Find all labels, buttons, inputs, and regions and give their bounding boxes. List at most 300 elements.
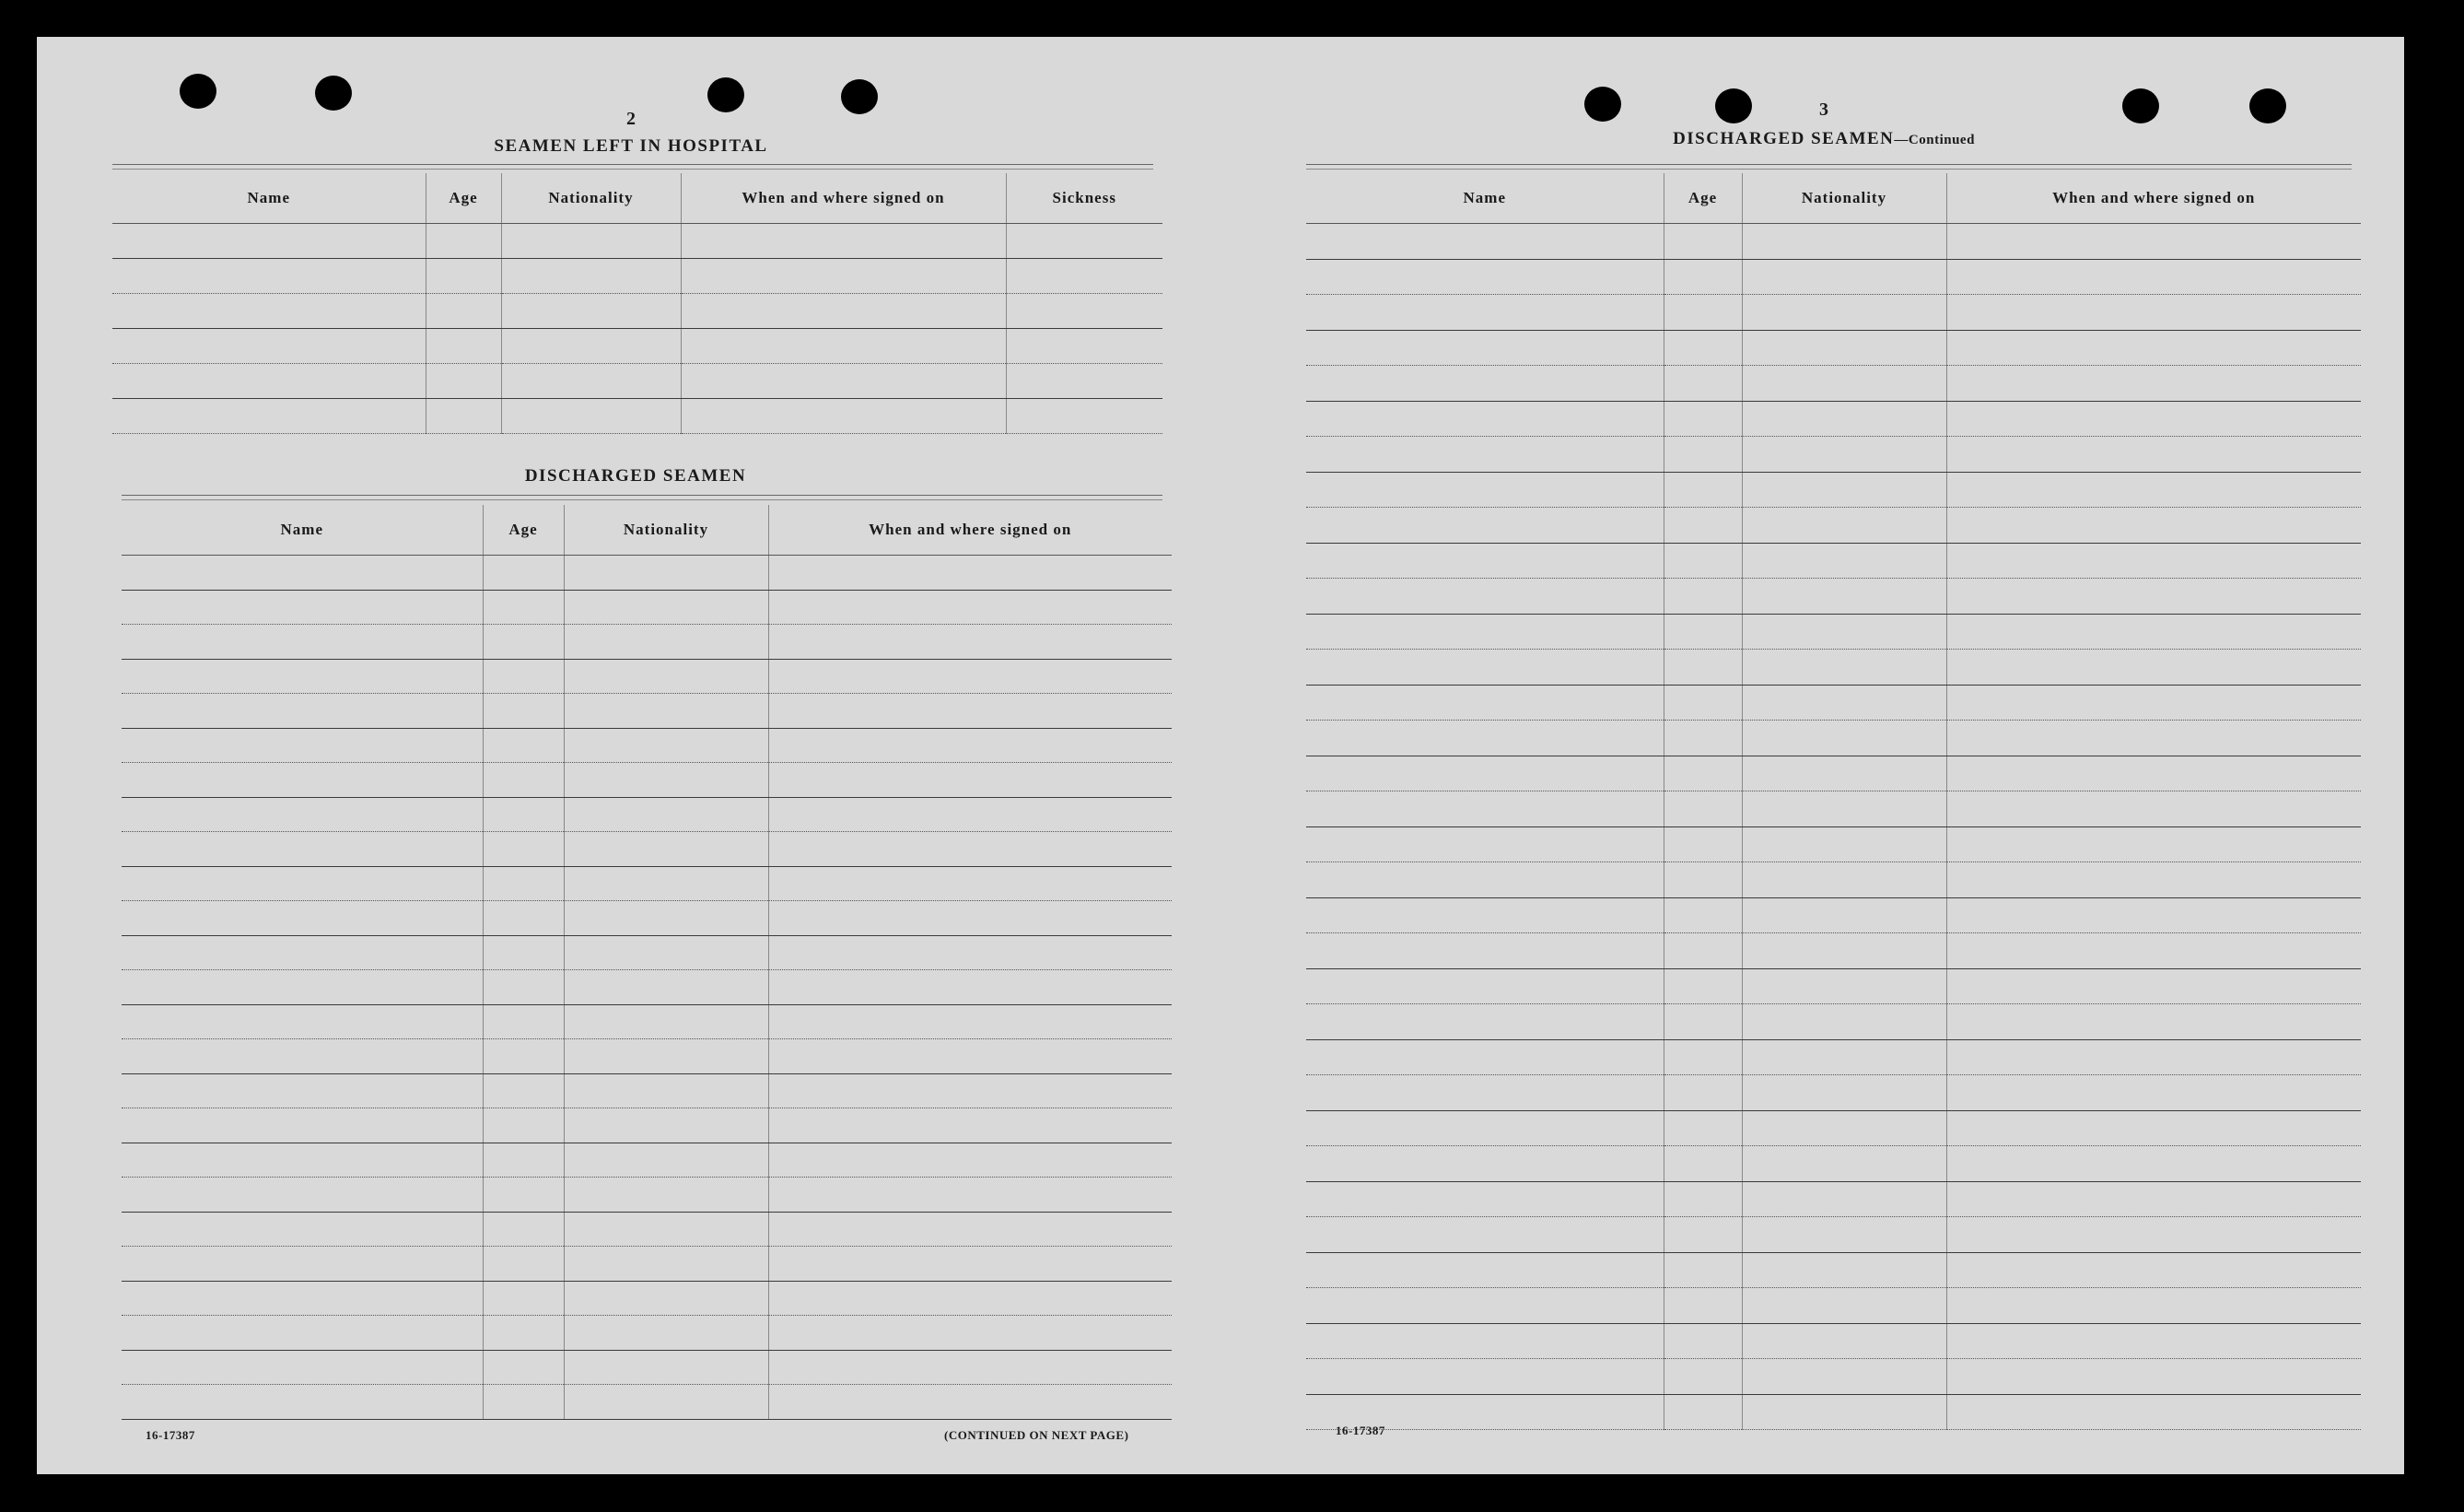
blank-form-cell (1664, 224, 1742, 260)
form-number: 16-17387 (1336, 1424, 1385, 1437)
blank-form-row (1306, 862, 2361, 898)
blank-form-cell (1742, 1252, 1946, 1288)
blank-form-cell (1664, 1252, 1742, 1288)
blank-form-cell (768, 797, 1172, 832)
blank-form-cell (1664, 897, 1742, 933)
discharged-continued-body (1306, 224, 2361, 1430)
blank-form-cell (1946, 295, 2361, 331)
blank-form-row (1306, 330, 2361, 366)
blank-form-cell (768, 556, 1172, 591)
blank-form-cell (122, 1073, 483, 1108)
blank-form-cell (768, 1143, 1172, 1178)
blank-form-row (112, 399, 1162, 434)
blank-form-cell (1742, 579, 1946, 615)
blank-form-cell (1306, 933, 1664, 969)
blank-form-cell (122, 970, 483, 1005)
blank-form-cell (1946, 579, 2361, 615)
blank-form-cell (768, 1247, 1172, 1282)
blank-form-row (1306, 650, 2361, 686)
column-header-age: Age (483, 505, 564, 556)
blank-form-cell (501, 399, 681, 434)
blank-form-cell (564, 1281, 768, 1316)
blank-form-row (1306, 791, 2361, 827)
blank-form-cell (122, 935, 483, 970)
blank-form-cell (564, 556, 768, 591)
blank-form-cell (122, 1247, 483, 1282)
blank-form-cell (122, 1316, 483, 1351)
blank-form-cell (1306, 1110, 1664, 1146)
blank-form-cell (768, 1316, 1172, 1351)
punch-hole (1715, 88, 1752, 123)
blank-form-row (1306, 1075, 2361, 1111)
blank-form-cell (426, 364, 501, 399)
blank-form-cell (768, 694, 1172, 729)
blank-form-cell (122, 694, 483, 729)
blank-form-row (1306, 897, 2361, 933)
discharged-table-left (122, 505, 1172, 1420)
blank-form-cell (1946, 1075, 2361, 1111)
blank-form-cell (483, 1073, 564, 1108)
blank-form-cell (1306, 791, 1664, 827)
blank-form-cell (681, 259, 1006, 294)
blank-form-row (122, 1350, 1172, 1385)
blank-form-cell (1742, 933, 1946, 969)
blank-form-cell (1946, 224, 2361, 260)
blank-form-cell (1664, 1146, 1742, 1182)
column-header-name: Name (112, 173, 426, 224)
blank-form-cell (1664, 472, 1742, 508)
blank-form-cell (1742, 685, 1946, 721)
blank-form-cell (768, 763, 1172, 798)
blank-form-cell (1946, 1288, 2361, 1324)
blank-form-cell (1742, 614, 1946, 650)
punch-hole (1584, 87, 1621, 122)
punch-hole (707, 77, 744, 112)
blank-form-cell (564, 901, 768, 936)
blank-form-row (112, 259, 1162, 294)
blank-form-cell (1946, 1359, 2361, 1395)
blank-form-cell (564, 866, 768, 901)
column-header-sickness: Sickness (1006, 173, 1162, 224)
blank-form-row (1306, 826, 2361, 862)
blank-form-cell (1946, 1181, 2361, 1217)
blank-form-cell (1306, 1323, 1664, 1359)
blank-form-cell (1946, 1004, 2361, 1040)
blank-form-row (122, 763, 1172, 798)
blank-form-cell (122, 1212, 483, 1247)
blank-form-cell (681, 294, 1006, 329)
blank-form-cell (1664, 1110, 1742, 1146)
blank-form-cell (483, 694, 564, 729)
blank-form-cell (1664, 1359, 1742, 1395)
blank-form-row (122, 590, 1172, 625)
blank-form-cell (1742, 224, 1946, 260)
title-suffix: —Continued (1894, 133, 1975, 147)
blank-form-cell (483, 1385, 564, 1420)
blank-form-cell (1946, 721, 2361, 756)
blank-form-cell (1664, 366, 1742, 402)
blank-form-row (1306, 1288, 2361, 1324)
blank-form-cell (1742, 543, 1946, 579)
page-number: 3 (1819, 100, 1828, 120)
blank-form-cell (1946, 1110, 2361, 1146)
blank-form-cell (122, 832, 483, 867)
blank-form-row (1306, 366, 2361, 402)
section-rule (122, 495, 1162, 496)
blank-form-cell (564, 1108, 768, 1143)
blank-form-cell (768, 1039, 1172, 1074)
blank-form-cell (1664, 259, 1742, 295)
form-number: 16-17387 (146, 1428, 195, 1442)
hospital-table (112, 173, 1162, 434)
blank-form-cell (1946, 826, 2361, 862)
blank-form-cell (122, 1281, 483, 1316)
blank-form-cell (1946, 1323, 2361, 1359)
blank-form-cell (768, 1350, 1172, 1385)
blank-form-cell (1306, 437, 1664, 473)
blank-form-row (1306, 1323, 2361, 1359)
blank-form-cell (1664, 721, 1742, 756)
blank-form-cell (1306, 366, 1664, 402)
blank-form-cell (768, 1108, 1172, 1143)
blank-form-cell (1946, 968, 2361, 1004)
blank-form-cell (1664, 401, 1742, 437)
blank-form-cell (1306, 1359, 1664, 1395)
blank-form-cell (564, 1039, 768, 1074)
blank-form-cell (122, 1143, 483, 1178)
blank-form-cell (1664, 756, 1742, 791)
blank-form-cell (1664, 685, 1742, 721)
blank-form-cell (564, 728, 768, 763)
blank-form-row (122, 659, 1172, 694)
blank-form-cell (112, 259, 426, 294)
blank-form-cell (1664, 1004, 1742, 1040)
blank-form-cell (1742, 472, 1946, 508)
blank-form-row (112, 329, 1162, 364)
blank-form-cell (1306, 685, 1664, 721)
blank-form-cell (564, 1178, 768, 1213)
blank-form-cell (483, 797, 564, 832)
blank-form-cell (768, 970, 1172, 1005)
blank-form-cell (564, 935, 768, 970)
blank-form-row (1306, 1110, 2361, 1146)
blank-form-row (122, 1247, 1172, 1282)
blank-form-cell (768, 935, 1172, 970)
blank-form-cell (1946, 330, 2361, 366)
blank-form-cell (122, 901, 483, 936)
punch-hole (180, 74, 216, 109)
blank-form-cell (1306, 650, 1664, 686)
blank-form-cell (1306, 721, 1664, 756)
blank-form-cell (1946, 543, 2361, 579)
blank-form-cell (1664, 1394, 1742, 1430)
blank-form-cell (1306, 1181, 1664, 1217)
blank-form-cell (564, 1073, 768, 1108)
blank-form-cell (1742, 1181, 1946, 1217)
blank-form-cell (426, 224, 501, 259)
blank-form-cell (122, 556, 483, 591)
hospital-section-title: SEAMEN LEFT IN HOSPITAL (494, 136, 768, 156)
section-rule (122, 499, 1162, 500)
section-rule (1306, 169, 2352, 170)
blank-form-cell (122, 625, 483, 660)
blank-form-cell (768, 1178, 1172, 1213)
blank-form-row (122, 625, 1172, 660)
blank-form-cell (483, 1004, 564, 1039)
blank-form-cell (501, 294, 681, 329)
blank-form-cell (1742, 791, 1946, 827)
blank-form-row (1306, 1004, 2361, 1040)
blank-form-cell (483, 556, 564, 591)
blank-form-cell (1306, 1039, 1664, 1075)
column-header-signed-on: When and where signed on (1946, 173, 2361, 224)
blank-form-cell (483, 763, 564, 798)
blank-form-row (1306, 721, 2361, 756)
blank-form-row (122, 935, 1172, 970)
blank-form-cell (1742, 826, 1946, 862)
blank-form-cell (1742, 1288, 1946, 1324)
document-sheet (37, 37, 2404, 1474)
blank-form-row (122, 1039, 1172, 1074)
column-header-age: Age (426, 173, 501, 224)
blank-form-row (1306, 543, 2361, 579)
blank-form-cell (1664, 614, 1742, 650)
blank-form-cell (1006, 294, 1162, 329)
blank-form-cell (1006, 259, 1162, 294)
section-rule (112, 169, 1153, 170)
blank-form-cell (1742, 508, 1946, 544)
punch-hole (2122, 88, 2159, 123)
blank-form-row (1306, 1394, 2361, 1430)
blank-form-cell (1742, 437, 1946, 473)
discharged-table-right (1306, 173, 2361, 1430)
blank-form-cell (1742, 1323, 1946, 1359)
blank-form-cell (1946, 791, 2361, 827)
blank-form-cell (122, 1039, 483, 1074)
blank-form-cell (1742, 330, 1946, 366)
blank-form-cell (1742, 1217, 1946, 1253)
blank-form-cell (768, 625, 1172, 660)
blank-form-cell (426, 294, 501, 329)
blank-form-cell (501, 224, 681, 259)
blank-form-cell (1946, 508, 2361, 544)
blank-form-row (122, 1385, 1172, 1420)
column-header-signed-on: When and where signed on (768, 505, 1172, 556)
blank-form-row (1306, 579, 2361, 615)
blank-form-row (122, 970, 1172, 1005)
blank-form-cell (1742, 1359, 1946, 1395)
column-header-name: Name (1306, 173, 1664, 224)
blank-form-cell (122, 1004, 483, 1039)
blank-form-cell (1664, 1288, 1742, 1324)
blank-form-cell (112, 329, 426, 364)
blank-form-row (1306, 401, 2361, 437)
blank-form-cell (112, 294, 426, 329)
blank-form-cell (1306, 968, 1664, 1004)
blank-form-cell (1306, 224, 1664, 260)
blank-form-cell (1306, 508, 1664, 544)
blank-form-cell (564, 625, 768, 660)
blank-form-cell (1946, 756, 2361, 791)
blank-form-cell (1664, 791, 1742, 827)
blank-form-cell (122, 763, 483, 798)
blank-form-cell (564, 832, 768, 867)
column-header-nationality: Nationality (564, 505, 768, 556)
blank-form-cell (768, 1385, 1172, 1420)
blank-form-cell (1946, 366, 2361, 402)
blank-form-cell (1946, 614, 2361, 650)
blank-form-cell (1306, 614, 1664, 650)
blank-form-cell (122, 728, 483, 763)
discharged-continued-title (1603, 129, 2045, 149)
hospital-table-body (112, 224, 1162, 434)
blank-form-cell (681, 224, 1006, 259)
blank-form-row (1306, 1181, 2361, 1217)
blank-form-row (122, 1073, 1172, 1108)
punch-hole (315, 76, 352, 111)
blank-form-cell (112, 224, 426, 259)
blank-form-row (122, 1004, 1172, 1039)
blank-form-cell (501, 259, 681, 294)
blank-form-cell (1664, 437, 1742, 473)
blank-form-cell (1306, 1252, 1664, 1288)
blank-form-cell (1742, 1075, 1946, 1111)
blank-form-cell (1742, 295, 1946, 331)
blank-form-cell (1664, 1075, 1742, 1111)
blank-form-row (1306, 933, 2361, 969)
blank-form-row (1306, 259, 2361, 295)
blank-form-row (122, 866, 1172, 901)
blank-form-cell (1946, 1252, 2361, 1288)
blank-form-cell (1946, 650, 2361, 686)
blank-form-cell (483, 1178, 564, 1213)
blank-form-cell (1006, 364, 1162, 399)
blank-form-cell (564, 1212, 768, 1247)
blank-form-row (1306, 614, 2361, 650)
blank-form-cell (483, 728, 564, 763)
blank-form-cell (1306, 897, 1664, 933)
column-header-age: Age (1664, 173, 1742, 224)
blank-form-cell (768, 1212, 1172, 1247)
blank-form-cell (483, 659, 564, 694)
blank-form-cell (426, 259, 501, 294)
hospital-table-header (112, 173, 1162, 224)
blank-form-cell (564, 1350, 768, 1385)
blank-form-row (1306, 437, 2361, 473)
blank-form-cell (1946, 437, 2361, 473)
column-header-name: Name (122, 505, 483, 556)
blank-form-cell (1742, 756, 1946, 791)
blank-form-cell (768, 901, 1172, 936)
blank-form-cell (483, 590, 564, 625)
blank-form-row (122, 1281, 1172, 1316)
blank-form-cell (1742, 366, 1946, 402)
blank-form-cell (483, 625, 564, 660)
blank-form-cell (501, 364, 681, 399)
column-header-nationality: Nationality (1742, 173, 1946, 224)
blank-form-cell (501, 329, 681, 364)
blank-form-row (122, 728, 1172, 763)
blank-form-cell (768, 1281, 1172, 1316)
blank-form-cell (483, 970, 564, 1005)
blank-form-cell (564, 1143, 768, 1178)
blank-form-row (122, 832, 1172, 867)
blank-form-cell (122, 1108, 483, 1143)
blank-form-cell (1664, 579, 1742, 615)
blank-form-cell (122, 866, 483, 901)
blank-form-row (1306, 224, 2361, 260)
blank-form-cell (1664, 1039, 1742, 1075)
blank-form-row (1306, 295, 2361, 331)
blank-form-cell (564, 1004, 768, 1039)
blank-form-cell (483, 1039, 564, 1074)
blank-form-cell (768, 590, 1172, 625)
blank-form-cell (1306, 401, 1664, 437)
blank-form-cell (1306, 1217, 1664, 1253)
blank-form-cell (1306, 862, 1664, 898)
column-header-nationality: Nationality (501, 173, 681, 224)
blank-form-cell (1664, 1181, 1742, 1217)
blank-form-row (122, 1108, 1172, 1143)
blank-form-cell (768, 728, 1172, 763)
blank-form-cell (1946, 933, 2361, 969)
blank-form-cell (1742, 897, 1946, 933)
blank-form-row (122, 1316, 1172, 1351)
blank-form-cell (1306, 1146, 1664, 1182)
section-rule (1306, 164, 2352, 165)
blank-form-row (122, 1212, 1172, 1247)
blank-form-cell (768, 1073, 1172, 1108)
blank-form-cell (1742, 259, 1946, 295)
blank-form-cell (426, 399, 501, 434)
blank-form-cell (564, 1385, 768, 1420)
blank-form-cell (1664, 826, 1742, 862)
blank-form-cell (112, 399, 426, 434)
blank-form-row (1306, 508, 2361, 544)
blank-form-cell (1306, 579, 1664, 615)
blank-form-row (1306, 472, 2361, 508)
blank-form-cell (483, 1212, 564, 1247)
blank-form-cell (112, 364, 426, 399)
discharged-section-title: DISCHARGED SEAMEN (524, 466, 747, 486)
blank-form-cell (122, 1385, 483, 1420)
page-number: 2 (626, 109, 636, 129)
blank-form-cell (1306, 756, 1664, 791)
blank-form-cell (1742, 968, 1946, 1004)
blank-form-cell (483, 1350, 564, 1385)
blank-form-cell (1306, 259, 1664, 295)
blank-form-cell (1946, 1146, 2361, 1182)
blank-form-cell (1306, 295, 1664, 331)
blank-form-cell (1742, 1110, 1946, 1146)
blank-form-row (112, 224, 1162, 259)
blank-form-cell (483, 1143, 564, 1178)
blank-form-row (112, 294, 1162, 329)
blank-form-row (1306, 685, 2361, 721)
blank-form-cell (1742, 1146, 1946, 1182)
blank-form-row (1306, 968, 2361, 1004)
blank-form-cell (1306, 543, 1664, 579)
blank-form-cell (1664, 508, 1742, 544)
blank-form-cell (564, 1247, 768, 1282)
blank-form-cell (1006, 224, 1162, 259)
blank-form-row (112, 364, 1162, 399)
column-header-signed-on: When and where signed on (681, 173, 1006, 224)
blank-form-cell (681, 329, 1006, 364)
blank-form-cell (1664, 295, 1742, 331)
blank-form-cell (768, 832, 1172, 867)
blank-form-cell (564, 970, 768, 1005)
